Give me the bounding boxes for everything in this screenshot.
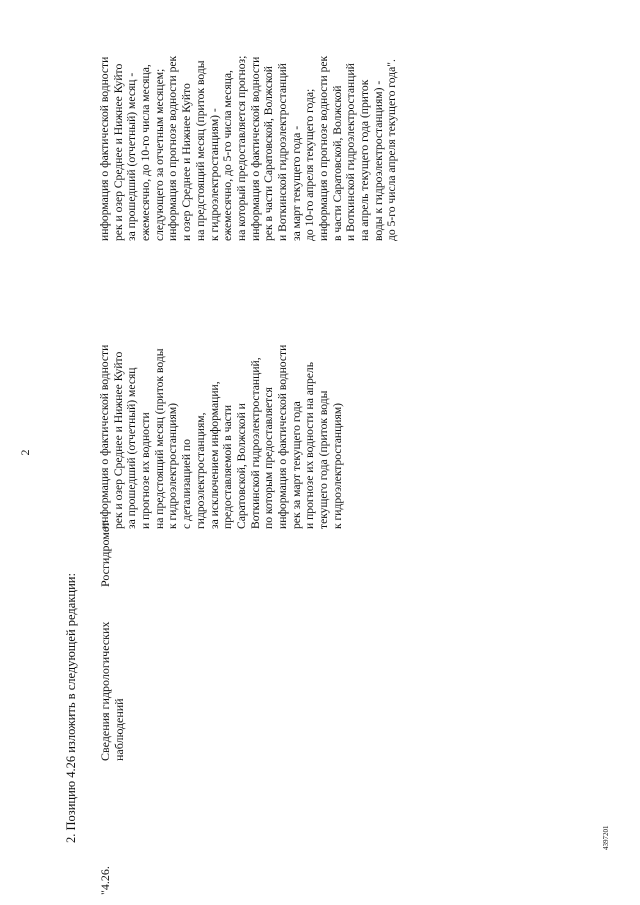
terms-line: информация о прогнозе водности рек	[317, 55, 330, 241]
terms-line: за март текущего года -	[289, 125, 303, 241]
terms-line: ежемесячно, до 10-го числа месяца,	[139, 64, 153, 241]
position-name: Сведения гидрологических наблюдений	[98, 621, 126, 761]
content-line: текущего года (приток воды	[317, 390, 330, 529]
information-content-column	[98, 239, 344, 529]
content-line: за исключением информации,	[207, 381, 221, 529]
terms-line: воды к гидроэлектростанциям) -	[371, 80, 385, 241]
terms-line: до 10-го апреля текущего года;	[303, 88, 317, 241]
content-line: по которым предоставляется	[262, 387, 276, 529]
content-line: за прошедший (отчетный) месяц	[125, 367, 139, 529]
content-line: рек и озер Среднее и Нижнее Куйто	[111, 351, 125, 529]
terms-line: и Воткинской гидроэлектростанций	[275, 63, 289, 241]
terms-line: и Воткинской гидроэлектростанций	[344, 63, 358, 241]
document-id: 4397201	[602, 825, 610, 850]
terms-line: информация о фактической водности	[98, 56, 111, 241]
terms-line: ежемесячно, до 5-го числа месяца,	[221, 70, 235, 241]
terms-line: к гидроэлектростанциям) -	[207, 108, 221, 241]
content-line: информация о фактической водности	[275, 344, 289, 529]
amendment-intro: 2. Позицию 4.26 изложить в следующей редакции:	[64, 573, 78, 843]
content-line: Воткинской гидроэлектростанций,	[248, 357, 262, 529]
content-line: гидроэлектростанциям,	[193, 412, 207, 529]
content-line: к гидроэлектростанциям)	[166, 402, 180, 529]
content-line: к гидроэлектростанциям)	[330, 402, 344, 529]
terms-line: следующего за отчетным месяцем;	[152, 68, 166, 241]
terms-line: и озер Среднее и Нижнее Куйто	[180, 83, 194, 241]
terms-line: рек и озер Среднее и Нижнее Куйто	[111, 63, 125, 241]
content-line: с детализацией по	[180, 439, 194, 529]
content-line: и прогнозе их водности на апрель	[303, 361, 317, 529]
position-number: "4.26.	[98, 866, 112, 895]
terms-line: в части Саратовской, Волжской	[330, 85, 344, 241]
terms-line: за прошедший (отчетный) месяц -	[125, 72, 139, 241]
content-line: информация о фактической водности	[98, 344, 111, 529]
terms-line: до 5-го числа апреля текущего года".	[385, 59, 399, 241]
content-line: и прогнозе их водности	[139, 412, 153, 529]
content-line: на предстоящий месяц (приток воды	[152, 348, 166, 529]
responsible-organization: Росгидромет	[98, 521, 112, 587]
submission-terms-column	[98, 5, 399, 241]
page-number: 2	[18, 449, 32, 456]
terms-line: на который предоставляется прогноз;	[234, 55, 248, 241]
terms-line: информация о прогнозе водности рек	[166, 55, 180, 241]
content-line: рек за март текущего года	[289, 401, 303, 529]
terms-line: информация о фактической водности	[248, 56, 262, 241]
terms-line: на апрель текущего года (приток	[358, 79, 372, 241]
content-line: предоставляемой в части	[221, 404, 235, 529]
terms-line: на предстоящий месяц (приток воды	[193, 60, 207, 241]
content-line: Саратовской, Волжской и	[234, 403, 248, 529]
terms-line: рек в части Саратовской, Волжской	[262, 66, 276, 241]
